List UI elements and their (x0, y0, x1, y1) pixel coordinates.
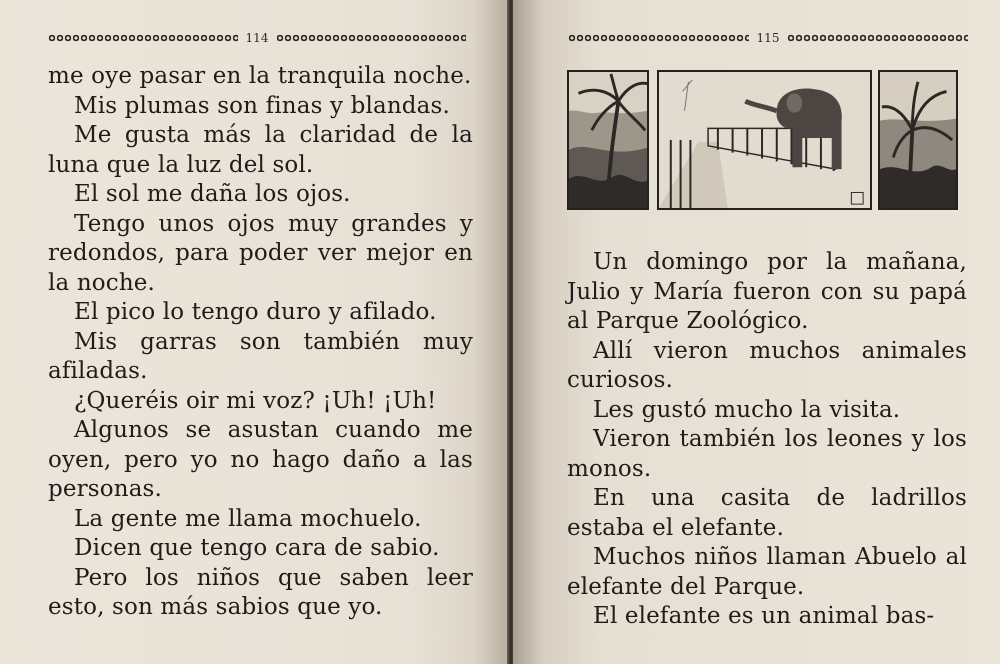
paragraph: Vieron también los leones y los monos. (567, 426, 967, 482)
paragraph: El sol me daña los ojos. (74, 181, 351, 207)
left-page-header (48, 30, 466, 46)
paragraph: Allí vieron muchos animales curiosos. (567, 337, 967, 393)
right-page-text (567, 248, 967, 632)
paragraph: Tengo unos ojos muy grandes y redondos, para poder ver mejor en la noche. (48, 210, 473, 296)
paragraph: Pero los niños que saben leer esto, son más sabios que yo. (48, 564, 473, 620)
paragraph: Mis plumas son finas y blandas. (74, 92, 450, 119)
tree-illustration (878, 70, 958, 210)
paragraph: El elefante es un animal bas- (593, 603, 935, 629)
page-number: 114 (245, 31, 269, 45)
paragraph: La gente me llama mochuelo. (74, 505, 422, 532)
palm-tree-illustration (567, 70, 649, 210)
header-ornament (787, 34, 968, 42)
paragraph: Mis garras son también muy afiladas. (48, 328, 473, 384)
header-ornament (48, 34, 238, 42)
elephant-enclosure-illustration (657, 70, 872, 210)
page-number: 115 (756, 31, 780, 45)
header-ornament (276, 34, 466, 42)
right-page-header (568, 30, 968, 46)
paragraph: Muchos niños llaman Abuelo al elefante del Parque. (567, 544, 967, 600)
paragraph: El pico lo tengo duro y afilado. (74, 299, 437, 325)
paragraph: Me gusta más la claridad de la luna que la luz del sol. (48, 122, 473, 178)
paragraph: me oye pasar en la tranquila noche. (48, 63, 472, 89)
paragraph: Un domingo por la mañana, Julio y María fueron con su papá al Parque Zoológico. (567, 249, 967, 334)
paragraph: Dicen que tengo cara de sabio. (74, 535, 440, 561)
right-page (513, 0, 1000, 664)
header-ornament (568, 34, 749, 42)
left-page-text (48, 62, 473, 623)
paragraph: En una casita de ladrillos estaba el elefante. (567, 485, 967, 541)
paragraph: Algunos se asustan cuando me oyen, pero yo no hago daño a las personas. (48, 417, 473, 502)
paragraph: Les gustó mucho la visita. (593, 396, 901, 423)
paragraph: ¿Queréis oir mi voz? ¡Uh! ¡Uh! (74, 387, 437, 414)
